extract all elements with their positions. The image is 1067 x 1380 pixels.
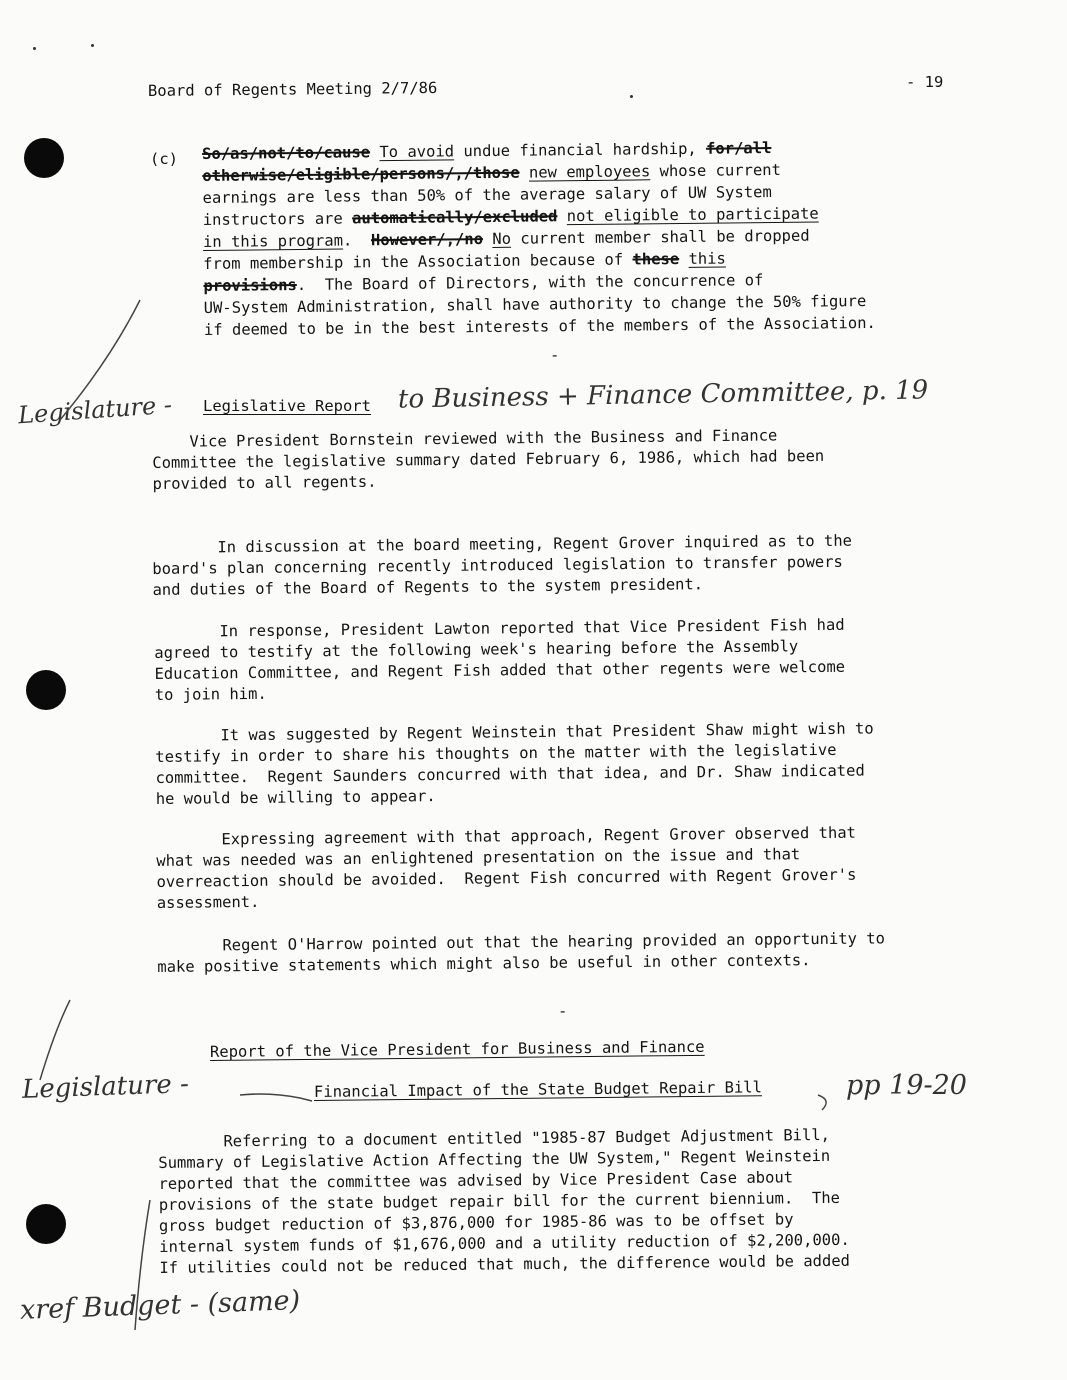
amend-line-5: in this program. However/,/no No current member shall be dropped [202, 226, 810, 251]
paragraph-bornstein: Vice President Bornstein reviewed with the Business and Finance Committee the legislative summary dated February 6, 1986, which had been provided to all regents. [152, 426, 825, 493]
margin-note-legislature: Legislature - [17, 390, 173, 430]
pen-stroke-legislative [60, 300, 140, 420]
heading-handwritten-note: to Business + Finance Committee, p. 19 [397, 375, 929, 415]
amend-line-6: from membership in the Association because of these this [203, 249, 726, 273]
paragraph-grover-inquiry: In discussion at the board meeting, Regent Grover inquired as to the board's plan concerning recently introduced legislation to transfer powers and duties of the Board of Regents to the system president. [152, 531, 853, 599]
separator-dash: - [558, 1002, 568, 1020]
pen-stroke-margin [135, 1200, 150, 1330]
amend-line-8: UW-System Administration, shall have authority to change the 50% figure [203, 292, 867, 317]
subheading-handwritten-note: pp 19-20 [846, 1070, 967, 1101]
amend-line-1: So/as/not/to/cause To avoid undue financial hardship, for/all [202, 139, 772, 163]
footer-handwritten-xref: xref Budget - (same) [19, 1285, 301, 1326]
amend-line-9: if deemed to be in the best interests of the members of the Association. [203, 313, 876, 339]
amend-line-2: otherwise/eligible/persons/,/those new employees whose current [202, 160, 782, 185]
pen-arrow [240, 1094, 312, 1101]
page-number: - 19 [906, 73, 944, 91]
paragraph-weinstein-budget: Referring to a document entitled "1985-87 Budget Adjustment Bill, Summary of Legislative Action Affecting the UW System," Regent Weinstein reported that the committee was advised by Vice President Case about provisions of the state budget repair bill for the current biennium. The gross budget reduction of $3,876,000 for 1985-86 was to be offset by internal system funds of $1,676,000 and a utility reduction of $2,200,000. If utilities could not be reduced that much, the difference would be added [158, 1125, 851, 1277]
section-heading-vp-report: Report of the Vice President for Business and Finance [209, 1037, 705, 1061]
subheading-budget-repair-bill: Financial Impact of the State Budget Repair Bill [313, 1078, 763, 1101]
paragraph-lawton-response: In response, President Lawton reported that Vice President Fish had agreed to testify at the following week's hearing before the Assembly Education Committee, and Regent Fish added that other regents were welcome to join him. [154, 615, 846, 704]
paragraph-weinstein-suggestion: It was suggested by Regent Weinstein that President Shaw might wish to testify in order to share his thoughts on the matter with the legislative committee. Regent Saunders concurred with that idea, and Dr. Shaw indicated he would be willing to appear. [155, 719, 874, 808]
margin-note-legislature-2: Legislature - [21, 1069, 190, 1105]
pen-bracket [818, 1095, 826, 1110]
item-label: (c) [150, 150, 178, 168]
amend-line-3: earnings are less than 50% of the average salary of UW System [202, 183, 772, 207]
amend-line-4: instructors are automatically/excluded not eligible to participate [202, 204, 819, 229]
section-heading-legislative-report: Legislative Report [203, 397, 371, 415]
page-header-title: Board of Regents Meeting 2/7/86 [147, 78, 438, 100]
pen-stroke-vp-report [40, 1000, 70, 1080]
paragraph-grover-agreement: Expressing agreement with that approach, Regent Grover observed that what was needed was an enlightened presentation on the issue and that overreaction should be avoided. Regent Fish concurred with Regent Grover's assessment. [156, 823, 857, 912]
separator-dash: - [550, 346, 560, 364]
paragraph-oharrow: Regent O'Harrow pointed out that the hearing provided an opportunity to make positive statements which might also be useful in other contexts. [157, 929, 886, 976]
amend-line-7: provisions. The Board of Directors, with the concurrence of [203, 271, 764, 295]
